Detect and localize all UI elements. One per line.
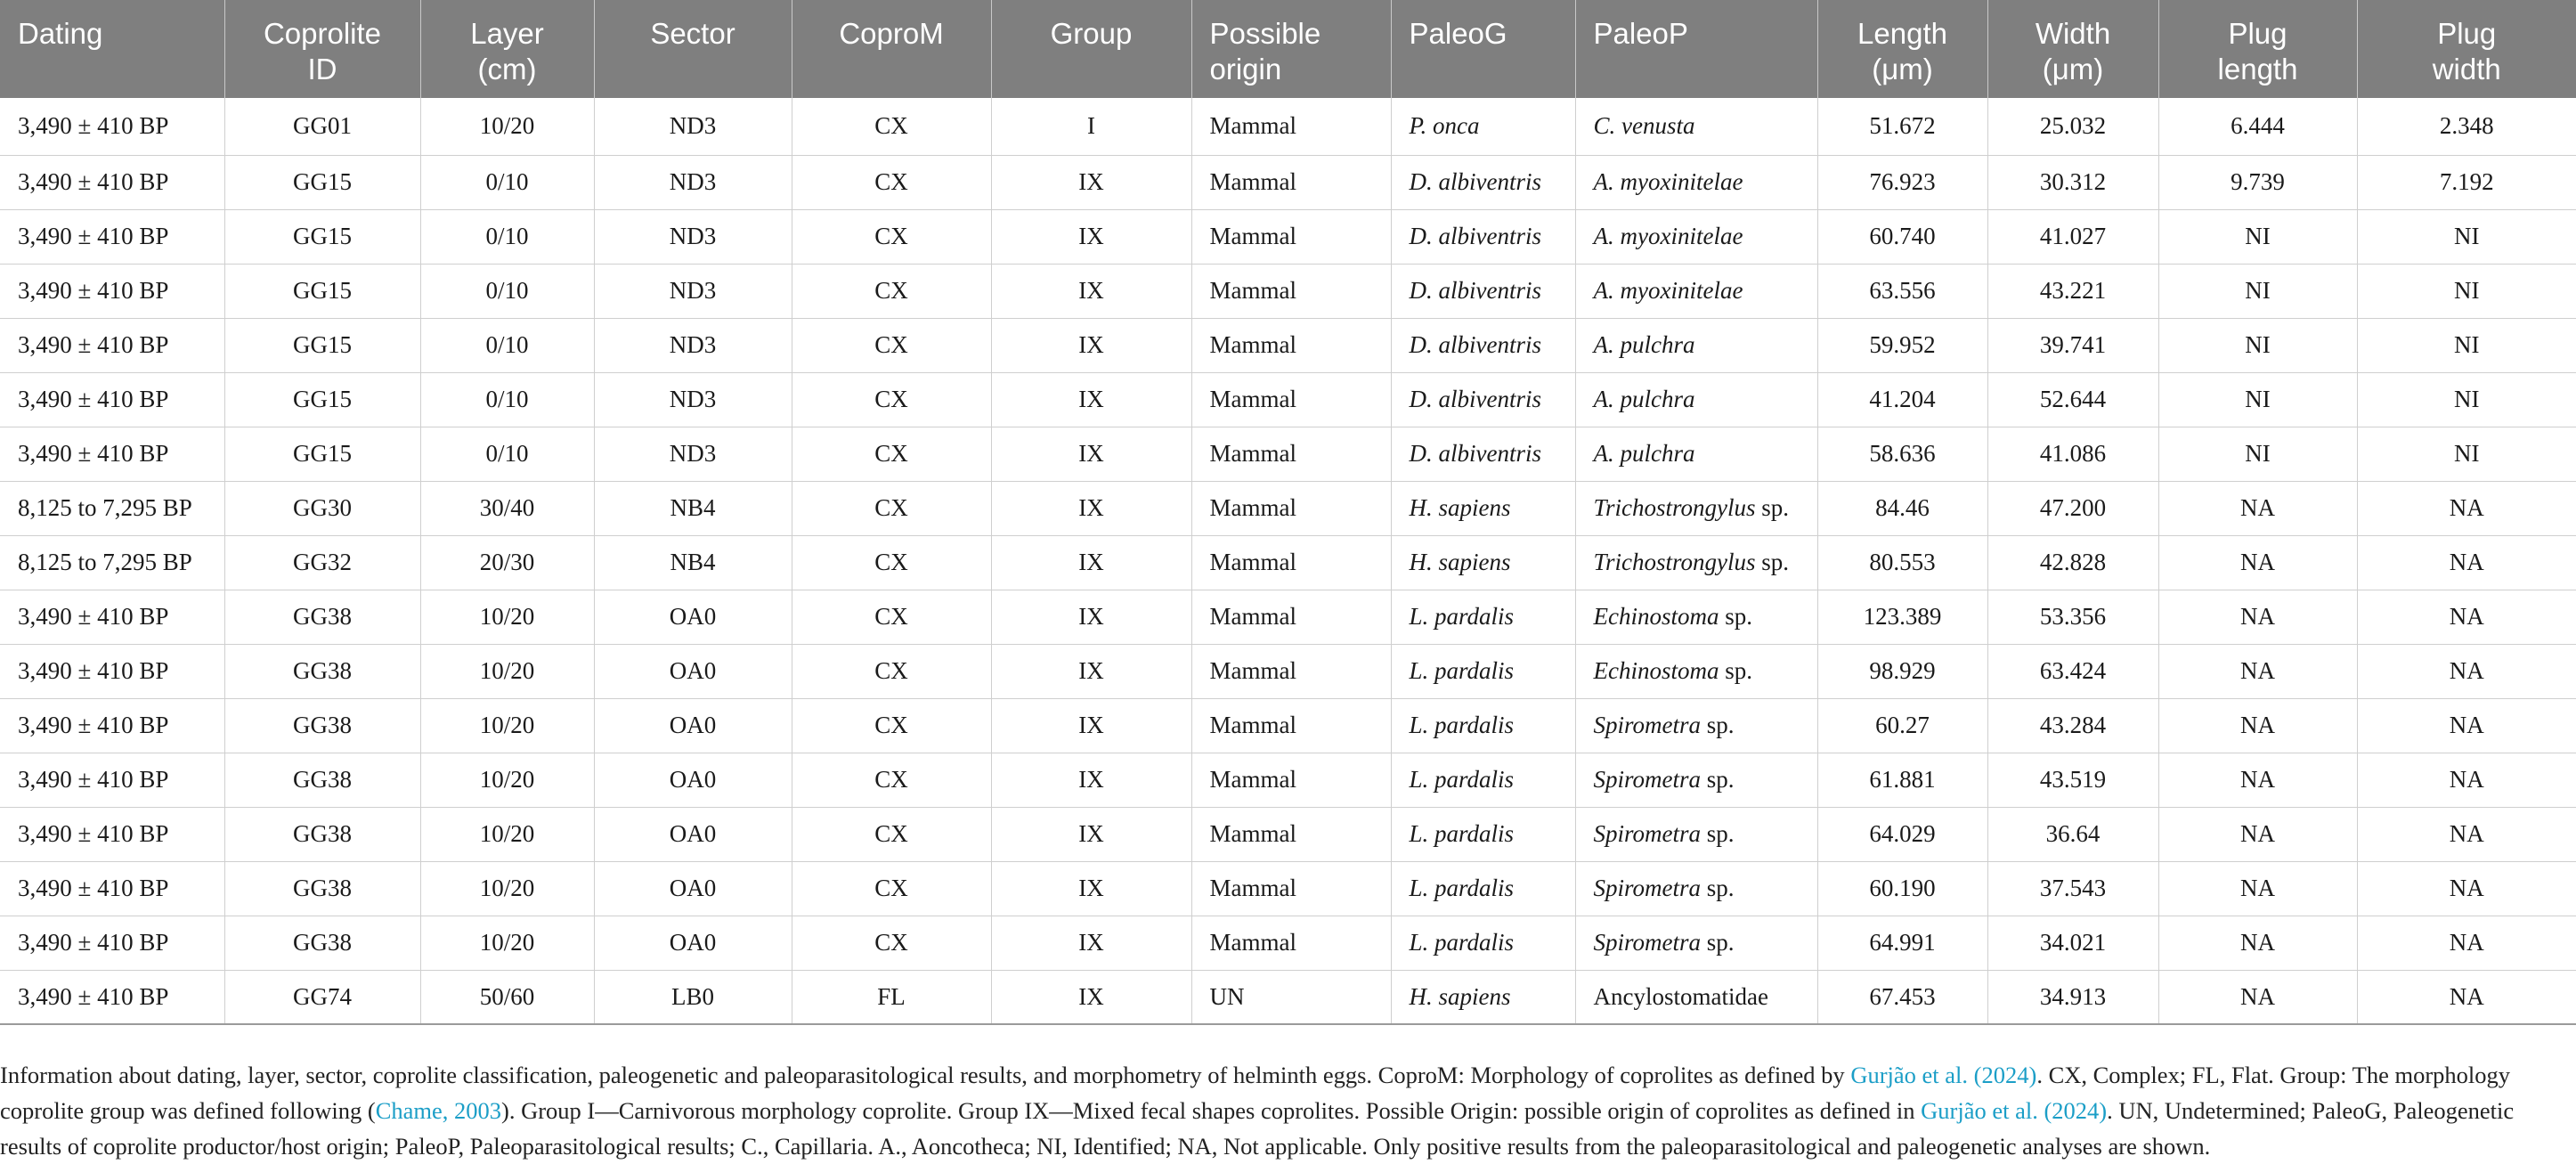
paleop-taxon-roman: sp. (1755, 549, 1790, 575)
paleop-taxon-italic: A. pulchra (1593, 331, 1695, 358)
cell-id: GG15 (224, 318, 420, 372)
paleop-taxon-roman: sp. (1701, 929, 1735, 956)
cell-paleog: D. albiventris (1391, 372, 1575, 427)
cell-origin: Mammal (1191, 481, 1391, 535)
cell-layer: 30/40 (420, 481, 594, 535)
cell-paleop (1575, 698, 1817, 753)
header-dating[interactable]: Dating (0, 0, 224, 98)
cell-plug-width: NA (2357, 916, 2576, 970)
cell-origin: UN (1191, 970, 1391, 1024)
cell-layer: 10/20 (420, 644, 594, 698)
header-paleop[interactable]: PaleoP (1575, 0, 1817, 98)
cell-group: IX (991, 970, 1191, 1024)
cell-paleog: L. pardalis (1391, 807, 1575, 861)
cell-dating: 3,490 ± 410 BP (0, 209, 224, 264)
cell-origin: Mammal (1191, 372, 1391, 427)
table-row (0, 209, 2576, 264)
cell-sector: OA0 (594, 698, 792, 753)
cell-id: GG38 (224, 807, 420, 861)
cell-dating: 3,490 ± 410 BP (0, 98, 224, 155)
paleop-taxon-roman: sp. (1701, 712, 1735, 738)
header-layer[interactable]: Layer (cm) (420, 0, 594, 98)
cell-group: IX (991, 753, 1191, 807)
cell-coprom: CX (792, 427, 991, 481)
cell-dating: 3,490 ± 410 BP (0, 753, 224, 807)
paleop-taxon-italic: Echinostoma (1593, 603, 1719, 630)
cell-length: 63.556 (1817, 264, 1987, 318)
cell-group: IX (991, 318, 1191, 372)
cell-origin: Mammal (1191, 535, 1391, 590)
cell-paleog: L. pardalis (1391, 698, 1575, 753)
cell-group: IX (991, 590, 1191, 644)
cell-plug-width: NA (2357, 481, 2576, 535)
cell-paleop (1575, 753, 1817, 807)
cell-coprom: CX (792, 209, 991, 264)
cell-plug-width: NA (2357, 698, 2576, 753)
cell-plug-width: NA (2357, 807, 2576, 861)
cell-dating: 3,490 ± 410 BP (0, 590, 224, 644)
cell-plug-length: NI (2158, 209, 2357, 264)
paleop-taxon-italic: A. pulchra (1593, 440, 1695, 467)
cell-dating: 3,490 ± 410 BP (0, 698, 224, 753)
table-row (0, 590, 2576, 644)
cell-id: GG01 (224, 98, 420, 155)
cell-plug-width: NI (2357, 318, 2576, 372)
cell-length: 67.453 (1817, 970, 1987, 1024)
cell-layer: 10/20 (420, 698, 594, 753)
cell-width: 63.424 (1987, 644, 2158, 698)
header-sector[interactable]: Sector (594, 0, 792, 98)
cell-width: 43.284 (1987, 698, 2158, 753)
cell-plug-width: NI (2357, 427, 2576, 481)
cell-length: 60.27 (1817, 698, 1987, 753)
cell-width: 43.519 (1987, 753, 2158, 807)
cell-plug-length: NA (2158, 535, 2357, 590)
cell-origin: Mammal (1191, 427, 1391, 481)
cell-dating: 3,490 ± 410 BP (0, 807, 224, 861)
cell-paleop (1575, 916, 1817, 970)
cell-group: IX (991, 644, 1191, 698)
cell-paleop (1575, 98, 1817, 155)
header-width[interactable]: Width (μm) (1987, 0, 2158, 98)
cell-plug-length: NA (2158, 644, 2357, 698)
cell-id: GG38 (224, 590, 420, 644)
cell-width: 53.356 (1987, 590, 2158, 644)
cell-width: 41.027 (1987, 209, 2158, 264)
cell-dating: 3,490 ± 410 BP (0, 318, 224, 372)
cell-sector: OA0 (594, 590, 792, 644)
cell-layer: 10/20 (420, 916, 594, 970)
cell-sector: OA0 (594, 753, 792, 807)
cell-paleop (1575, 590, 1817, 644)
cell-plug-width: NI (2357, 372, 2576, 427)
cell-sector: ND3 (594, 155, 792, 209)
cell-paleog: H. sapiens (1391, 535, 1575, 590)
paleop-taxon-italic: Spirometra (1593, 929, 1701, 956)
cell-coprom: CX (792, 318, 991, 372)
cell-origin: Mammal (1191, 98, 1391, 155)
cell-length: 123.389 (1817, 590, 1987, 644)
cell-plug-width: NA (2357, 861, 2576, 916)
paleop-taxon-roman: sp. (1701, 875, 1735, 901)
cell-paleop (1575, 481, 1817, 535)
citation-link-gurjao-2[interactable]: Gurjão et al. (2024) (1921, 1096, 2108, 1124)
cell-paleog: H. sapiens (1391, 970, 1575, 1024)
paleop-taxon-roman: sp. (1719, 657, 1753, 684)
paleop-taxon-italic: Spirometra (1593, 766, 1701, 793)
cell-id: GG38 (224, 861, 420, 916)
cell-length: 60.740 (1817, 209, 1987, 264)
header-length[interactable]: Length (μm) (1817, 0, 1987, 98)
cell-origin: Mammal (1191, 807, 1391, 861)
table-row (0, 264, 2576, 318)
cell-length: 64.991 (1817, 916, 1987, 970)
cell-plug-length: NA (2158, 481, 2357, 535)
cell-coprom: CX (792, 698, 991, 753)
cell-sector: ND3 (594, 98, 792, 155)
cell-width: 34.021 (1987, 916, 2158, 970)
cell-layer: 10/20 (420, 861, 594, 916)
cell-id: GG32 (224, 535, 420, 590)
table-row (0, 372, 2576, 427)
cell-dating: 3,490 ± 410 BP (0, 861, 224, 916)
cell-group: IX (991, 372, 1191, 427)
cell-paleop (1575, 427, 1817, 481)
cell-group: IX (991, 481, 1191, 535)
cell-group: IX (991, 427, 1191, 481)
paleop-taxon-italic: Trichostrongylus (1593, 494, 1756, 521)
cell-group: IX (991, 698, 1191, 753)
cell-sector: OA0 (594, 807, 792, 861)
cell-plug-length: NI (2158, 427, 2357, 481)
paleop-taxon-italic: Spirometra (1593, 875, 1701, 901)
cell-dating: 3,490 ± 410 BP (0, 644, 224, 698)
cell-sector: NB4 (594, 481, 792, 535)
cell-paleog: P. onca (1391, 98, 1575, 155)
cell-width: 39.741 (1987, 318, 2158, 372)
cell-paleop (1575, 264, 1817, 318)
cell-paleop (1575, 318, 1817, 372)
cell-dating: 3,490 ± 410 BP (0, 264, 224, 318)
paleop-taxon-roman: sp. (1719, 603, 1753, 630)
cell-group: IX (991, 535, 1191, 590)
cell-plug-length: NA (2158, 970, 2357, 1024)
cell-plug-width: NI (2357, 264, 2576, 318)
cell-layer: 0/10 (420, 318, 594, 372)
cell-width: 47.200 (1987, 481, 2158, 535)
paleop-taxon-italic: Spirometra (1593, 712, 1701, 738)
cell-paleog: L. pardalis (1391, 590, 1575, 644)
cell-width: 37.543 (1987, 861, 2158, 916)
cell-origin: Mammal (1191, 644, 1391, 698)
cell-length: 41.204 (1817, 372, 1987, 427)
cell-paleop (1575, 644, 1817, 698)
cell-coprom: CX (792, 644, 991, 698)
header-row (0, 0, 2576, 98)
cell-id: GG38 (224, 753, 420, 807)
cell-dating: 3,490 ± 410 BP (0, 372, 224, 427)
cell-group: IX (991, 807, 1191, 861)
cell-layer: 50/60 (420, 970, 594, 1024)
cell-sector: ND3 (594, 427, 792, 481)
cell-plug-length: NA (2158, 698, 2357, 753)
paleop-taxon-italic: Trichostrongylus (1593, 549, 1756, 575)
cell-paleog: D. albiventris (1391, 155, 1575, 209)
cell-sector: ND3 (594, 318, 792, 372)
cell-layer: 20/30 (420, 535, 594, 590)
cell-paleop (1575, 209, 1817, 264)
cell-id: GG74 (224, 970, 420, 1024)
cell-group: I (991, 98, 1191, 155)
cell-id: GG15 (224, 264, 420, 318)
cell-layer: 10/20 (420, 98, 594, 155)
cell-plug-length: NA (2158, 807, 2357, 861)
cell-paleop (1575, 970, 1817, 1024)
cell-plug-width: NA (2357, 644, 2576, 698)
cell-plug-width: 2.348 (2357, 98, 2576, 155)
cell-id: GG15 (224, 427, 420, 481)
cell-sector: NB4 (594, 535, 792, 590)
cell-origin: Mammal (1191, 318, 1391, 372)
cell-layer: 0/10 (420, 155, 594, 209)
header-paleog[interactable]: PaleoG (1391, 0, 1575, 98)
cell-origin: Mammal (1191, 209, 1391, 264)
cell-group: IX (991, 916, 1191, 970)
cell-id: GG38 (224, 698, 420, 753)
cell-plug-length: 6.444 (2158, 98, 2357, 155)
cell-plug-length: NA (2158, 753, 2357, 807)
cell-id: GG15 (224, 155, 420, 209)
cell-width: 52.644 (1987, 372, 2158, 427)
paleop-taxon-roman: Ancylostomatidae (1593, 982, 1768, 1010)
cell-coprom: CX (792, 753, 991, 807)
cell-group: IX (991, 264, 1191, 318)
table-row (0, 535, 2576, 590)
cell-plug-width: 7.192 (2357, 155, 2576, 209)
cell-plug-length: NI (2158, 318, 2357, 372)
table-row (0, 481, 2576, 535)
cell-layer: 10/20 (420, 753, 594, 807)
cell-sector: ND3 (594, 372, 792, 427)
cell-dating: 3,490 ± 410 BP (0, 970, 224, 1024)
cell-paleog: D. albiventris (1391, 427, 1575, 481)
cell-id: GG38 (224, 644, 420, 698)
table-row (0, 698, 2576, 753)
cell-coprom: CX (792, 481, 991, 535)
cell-width: 36.64 (1987, 807, 2158, 861)
cell-paleog: D. albiventris (1391, 264, 1575, 318)
cell-coprom: CX (792, 916, 991, 970)
cell-plug-length: NA (2158, 590, 2357, 644)
cell-paleop (1575, 155, 1817, 209)
cell-paleog: L. pardalis (1391, 644, 1575, 698)
cell-sector: ND3 (594, 264, 792, 318)
cell-layer: 10/20 (420, 807, 594, 861)
paleop-taxon-italic: A. myoxinitelae (1593, 277, 1743, 304)
cell-dating: 3,490 ± 410 BP (0, 155, 224, 209)
header-possible-origin[interactable]: Possible origin (1191, 0, 1391, 98)
cell-length: 98.929 (1817, 644, 1987, 698)
cell-width: 42.828 (1987, 535, 2158, 590)
cell-paleog: L. pardalis (1391, 916, 1575, 970)
citation-link-chame[interactable]: Chame, 2003 (375, 1096, 501, 1124)
cell-origin: Mammal (1191, 590, 1391, 644)
cell-coprom: CX (792, 264, 991, 318)
cell-origin: Mammal (1191, 698, 1391, 753)
cell-paleog: D. albiventris (1391, 209, 1575, 264)
cell-paleog: D. albiventris (1391, 318, 1575, 372)
header-group[interactable]: Group (991, 0, 1191, 98)
table-row (0, 644, 2576, 698)
cell-plug-width: NI (2357, 209, 2576, 264)
cell-paleog: L. pardalis (1391, 753, 1575, 807)
cell-layer: 0/10 (420, 209, 594, 264)
cell-id: GG38 (224, 916, 420, 970)
cell-sector: ND3 (594, 209, 792, 264)
cell-length: 60.190 (1817, 861, 1987, 916)
cell-dating: 8,125 to 7,295 BP (0, 535, 224, 590)
cell-group: IX (991, 155, 1191, 209)
cell-layer: 0/10 (420, 264, 594, 318)
cell-group: IX (991, 861, 1191, 916)
cell-sector: OA0 (594, 861, 792, 916)
cell-length: 61.881 (1817, 753, 1987, 807)
cell-origin: Mammal (1191, 916, 1391, 970)
cell-layer: 0/10 (420, 427, 594, 481)
cell-id: GG15 (224, 209, 420, 264)
cell-coprom: CX (792, 372, 991, 427)
cell-width: 41.086 (1987, 427, 2158, 481)
header-coprolite-id[interactable]: Coprolite ID (224, 0, 420, 98)
cell-paleog: H. sapiens (1391, 481, 1575, 535)
table-body (0, 98, 2576, 1024)
cell-coprom: CX (792, 807, 991, 861)
cell-dating: 3,490 ± 410 BP (0, 916, 224, 970)
cell-paleop (1575, 535, 1817, 590)
cell-layer: 10/20 (420, 590, 594, 644)
table-row (0, 807, 2576, 861)
cell-paleop (1575, 861, 1817, 916)
cell-id: GG15 (224, 372, 420, 427)
cell-plug-length: NI (2158, 264, 2357, 318)
cell-width: 43.221 (1987, 264, 2158, 318)
paleop-taxon-italic: Echinostoma (1593, 657, 1719, 684)
cell-origin: Mammal (1191, 264, 1391, 318)
paleop-taxon-roman: sp. (1701, 766, 1735, 793)
table-row (0, 970, 2576, 1024)
table-row (0, 753, 2576, 807)
cell-width: 34.913 (1987, 970, 2158, 1024)
paleop-taxon-italic: A. pulchra (1593, 386, 1695, 412)
cell-origin: Mammal (1191, 861, 1391, 916)
cell-length: 51.672 (1817, 98, 1987, 155)
paleop-taxon-italic: C. venusta (1593, 112, 1695, 140)
cell-sector: LB0 (594, 970, 792, 1024)
cell-plug-length: NA (2158, 916, 2357, 970)
table-row (0, 916, 2576, 970)
cell-origin: Mammal (1191, 753, 1391, 807)
header-coprom[interactable]: CoproM (792, 0, 991, 98)
table-row (0, 155, 2576, 209)
cell-coprom: FL (792, 970, 991, 1024)
paleop-taxon-roman: sp. (1701, 820, 1735, 847)
table-row (0, 98, 2576, 155)
header-plug-width[interactable]: Plug width (2357, 0, 2576, 98)
cell-paleog: L. pardalis (1391, 861, 1575, 916)
cell-length: 80.553 (1817, 535, 1987, 590)
cell-layer: 0/10 (420, 372, 594, 427)
table-header (0, 0, 2576, 98)
table-row (0, 861, 2576, 916)
table-row (0, 318, 2576, 372)
paleop-taxon-italic: A. myoxinitelae (1593, 223, 1743, 249)
table-footnote: Information about dating, layer, sector, coprolite classification, paleogenetic and paleoparasitological results, and morphometry of helminth eggs. CoproM: Morphology of coprolites as defined by Gurjão et al. (2024). CX, Complex; FL, Flat. Group: The morphology coprolite group was defined following (Chame, 2003). Group I—Carnivorous morphology coprolite. Group IX—Mixed fecal shapes coprolites. Possible Origin: possible origin of coprolites as defined in Gurjão et al. (2024). UN, Undetermined; PaleoG, Paleogenetic results of coprolite productor/host origin; PaleoP, Paleoparasitological results; C., Capillaria. A., Aoncotheca; NI, Identified; NA, Not applicable. Only positive results from the paleoparasitological and paleogenetic analyses are shown. (0, 1061, 2515, 1160)
cell-coprom: CX (792, 861, 991, 916)
cell-width: 25.032 (1987, 98, 2158, 155)
cell-length: 64.029 (1817, 807, 1987, 861)
header-plug-length[interactable]: Plug length (2158, 0, 2357, 98)
cell-paleop (1575, 807, 1817, 861)
cell-plug-width: NA (2357, 753, 2576, 807)
cell-sector: OA0 (594, 644, 792, 698)
cell-width: 30.312 (1987, 155, 2158, 209)
cell-plug-width: NA (2357, 590, 2576, 644)
cell-coprom: CX (792, 590, 991, 644)
cell-sector: OA0 (594, 916, 792, 970)
paleop-taxon-roman: sp. (1755, 494, 1790, 521)
cell-dating: 3,490 ± 410 BP (0, 427, 224, 481)
paleop-taxon-italic: A. myoxinitelae (1593, 168, 1743, 195)
cell-dating: 8,125 to 7,295 BP (0, 481, 224, 535)
cell-plug-width: NA (2357, 970, 2576, 1024)
cell-plug-length: 9.739 (2158, 155, 2357, 209)
cell-plug-length: NI (2158, 372, 2357, 427)
cell-coprom: CX (792, 535, 991, 590)
cell-length: 76.923 (1817, 155, 1987, 209)
cell-id: GG30 (224, 481, 420, 535)
table-row (0, 427, 2576, 481)
cell-coprom: CX (792, 155, 991, 209)
paleop-taxon-italic: Spirometra (1593, 820, 1701, 847)
cell-length: 59.952 (1817, 318, 1987, 372)
cell-plug-width: NA (2357, 535, 2576, 590)
cell-plug-length: NA (2158, 861, 2357, 916)
cell-length: 58.636 (1817, 427, 1987, 481)
cell-group: IX (991, 209, 1191, 264)
cell-paleop (1575, 372, 1817, 427)
cell-origin: Mammal (1191, 155, 1391, 209)
cell-coprom: CX (792, 98, 991, 155)
cell-length: 84.46 (1817, 481, 1987, 535)
citation-link-gurjao-1[interactable]: Gurjão et al. (2024) (1850, 1061, 2037, 1088)
